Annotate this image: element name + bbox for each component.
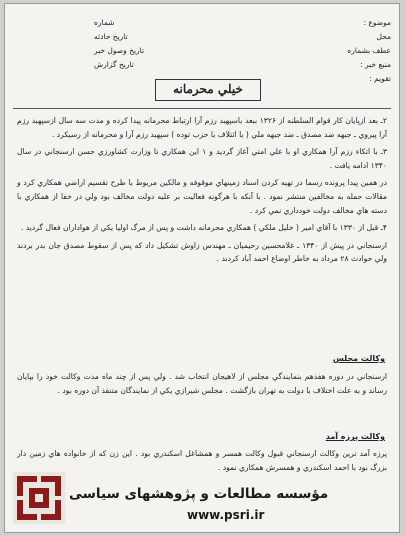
section-heading-farm: وكالت پرزه آمد <box>325 432 385 441</box>
event-date-label: تاريخ حادثه <box>94 32 128 41</box>
paragraph: ارسنجاني در پيش از ۱۳۴۰ ـ غلامحسين رحيميان ـ مهندس زاوش تشكيل داد كه پس از سقوط مصدق جان بدر بردند ولي حوادث ۲۸ مرداد به خاطر اوضاع احمد آباد كردند . <box>17 240 387 264</box>
classification-stamp: خيلي محرمانه <box>155 79 261 101</box>
paragraph: ۴ـ قبل از ۱۳۳۰ با آقاي امير ( خليل ملكي ) همكاري محرمانه داشت و پس از مرگ اوليا يكي از هواداران فعال گرديد . <box>20 223 387 233</box>
header-fields-right <box>299 16 391 86</box>
institute-url[interactable]: www.psri.ir <box>187 508 265 522</box>
institute-watermark <box>7 474 397 530</box>
institute-title: مؤسسه مطالعات و پژوهشهاى سياسى <box>69 486 329 502</box>
section-heading-lawyer: وكالت مجلس <box>332 354 385 363</box>
paragraph: ۳ـ با اتكاء رزم آرا همكاري او با علي امتي آغاز گرديد و ۱ اين همكاري تا وزارت كشاورزي حسن ارسنجاني در سال ۱۳۴۰ ادامه يافت . <box>17 147 387 170</box>
source-label: منبع خبر : <box>360 60 391 69</box>
lawyer-paragraph <box>17 370 387 401</box>
receipt-date-label: تاريخ وصول خبر <box>94 46 145 55</box>
paragraph: ارسنجاني در دوره هفدهم بنمايندگي مجلس از لاهيجان انتخاب شد . ولي پس از چند ماه مدت وكالت خود را بپايان رساند و به علت اختلاف با دولت به تهران بازگشت . مجلس شيرازي يكي از نمايندگان متنفذ آن دوره بود . <box>17 372 387 395</box>
header-fields-mid <box>94 16 214 72</box>
evaluation-label: تقويم : <box>369 74 391 83</box>
paragraph: در همين پيدا پرونده رسما در تهيه كردن اسناد زمينهاي موقوفه و مالكين مربوط با طرح تقسيم اراضي همكاري كرد و مقالات حمله به مخالفين منتشر نمود . با آنكه با هرگونه فعاليت بر عليه دولت مخالف بود ولي در خفا از همكاري با دسته هاي مخالف دولت خودداري نمي كرد . <box>17 178 387 215</box>
document-page <box>4 3 400 533</box>
place-label: محل <box>376 32 391 41</box>
attached-number-label: عطف بشماره <box>347 46 391 55</box>
body-paragraphs <box>17 114 387 270</box>
paragraph: پرزه آمد ترين وكالت ارسنجاني قبول وكالت همسر و همشاغل اسكندري بود . اين زن كه از خانواده هاي زمين دار بزرگ بود با احمد اسكندري و همسرش همكاري نمود . <box>17 449 387 472</box>
header-divider <box>13 108 391 109</box>
subject-label: موضوع : <box>363 18 391 27</box>
report-date-label: تاريخ گزارش <box>94 60 134 69</box>
paragraph: ۲ـ بعد ازپايان كار قوام السلطنه از ۱۳۲۶ ببعد باسپهبد رزم آرا ارتباط محرمانه پيدا كرده و مدت سه سال ازسپهبد رزم آرا پيروي ـ جبهه ضد مصدق ـ ضد جبهه ملي ( با ائتلاف با حزب توده ) سپهبد رزم آرا و محرمانه از رسيكرد . <box>17 116 387 139</box>
institute-logo-icon <box>13 472 65 524</box>
number-label: شماره <box>94 18 115 27</box>
